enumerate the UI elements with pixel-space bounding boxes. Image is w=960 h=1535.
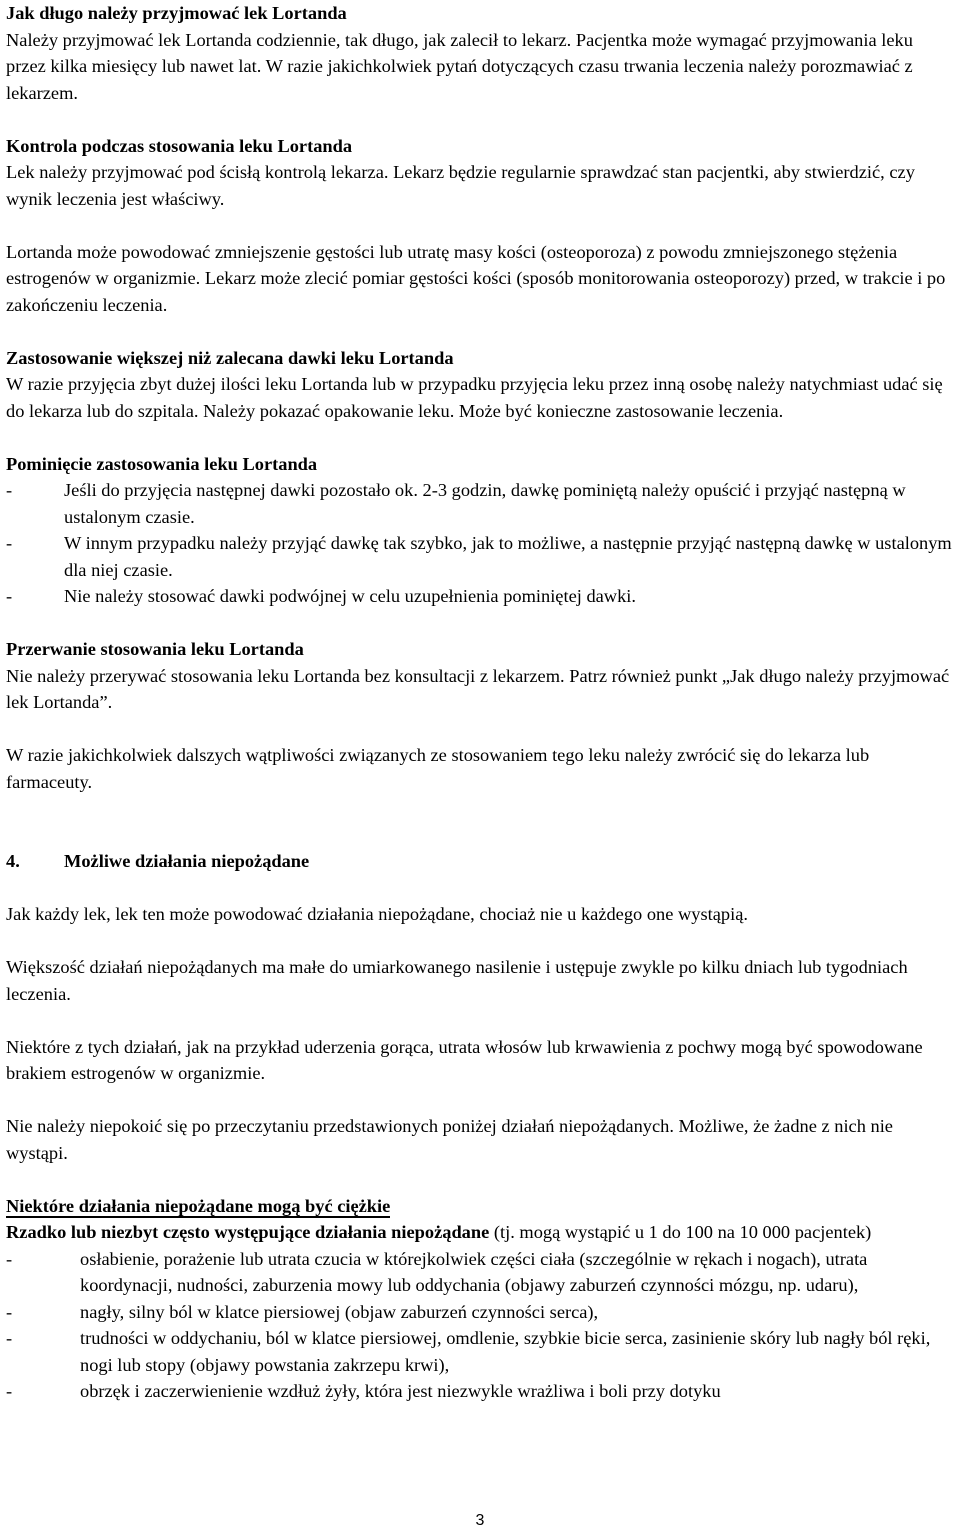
- section-title: Możliwe działania niepożądane: [64, 851, 310, 871]
- section-serious-effects: [6, 1193, 954, 1405]
- paragraph: Lek należy przyjmować pod ścisłą kontrolą lekarza. Lekarz będzie regularnie sprawdzać stan pacjentki, aby stwierdzić, czy wynik leczenia jest właściwy.: [6, 162, 915, 209]
- section-stopping: [6, 636, 954, 795]
- list-item: - trudności w oddychaniu, ból w klatce piersiowej, omdlenie, szybkie bicie serca, zasinienie skóry lub nagły ból ręki, nogi lub stopy (objawy powstania zakrzepu krwi),: [6, 1328, 931, 1375]
- list-item: - nagły, silny ból w klatce piersiowej (objaw zaburzeń czynności serca),: [6, 1301, 599, 1322]
- section-heading: [6, 848, 954, 875]
- list-item: - osłabienie, porażenie lub utrata czucia w którejkolwiek części ciała (szczególnie w rękach i nogach), utrata koordynacji, nudności, zaburzenia mowy lub oddychania (objawy zaburzeń czynności mózgu, np. udaru),: [6, 1248, 868, 1295]
- section-heading: Pominięcie zastosowania leku Lortanda: [6, 453, 318, 474]
- paragraph: W razie przyjęcia zbyt dużej ilości leku Lortanda lub w przypadku przyjęcia leku przez inną osobę należy natychmiast udać się do lekarza lub do szpitala. Należy pokazać opakowanie leku. Może być konieczne zastosowanie leczenia.: [6, 374, 943, 421]
- section-heading: Jak długo należy przyjmować lek Lortanda: [6, 3, 347, 23]
- section-number: 4.: [6, 851, 20, 871]
- section-missed-dose: [6, 451, 954, 610]
- section-monitoring: [6, 133, 954, 319]
- list-item: - W innym przypadku należy przyjąć dawkę tak szybko, jak to możliwe, a następnie przyjąć następną dawkę w ustalonym dla niej czasie.: [6, 533, 952, 580]
- section-overdose: [6, 345, 954, 425]
- section-heading: Zastosowanie większej niż zalecana dawki leku Lortanda: [6, 347, 454, 368]
- section-heading: Niektóre działania niepożądane mogą być ciężkie: [6, 1195, 391, 1216]
- document-page: [6, 0, 954, 1405]
- section-side-effects: [6, 848, 954, 1166]
- missed-dose-list: [6, 477, 954, 610]
- page-number: 3: [475, 1512, 485, 1529]
- section-duration: [6, 0, 954, 106]
- list-item: - obrzęk i zaczerwienienie wzdłuż żyły, która jest niezwykle wrażliwa i boli przy dotyku: [6, 1381, 721, 1401]
- serious-effects-list: [6, 1246, 954, 1405]
- section-heading: Przerwanie stosowania leku Lortanda: [6, 639, 304, 659]
- paragraph: Większość działań niepożądanych ma małe do umiarkowanego nasilenie i ustępuje zwykle po kilku dniach lub tygodniach leczenia.: [6, 957, 908, 1004]
- paragraph: Nie należy niepokoić się po przeczytaniu przedstawionych poniżej działań niepożądanych. Możliwe, że żadne z nich nie wystąpi.: [6, 1116, 893, 1163]
- subheading: Rzadko lub niezbyt często występujące działania niepożądane (tj. mogą wystąpić u 1 do 100 na 10 000 pacjentek): [6, 1222, 872, 1242]
- paragraph: Nie należy przerywać stosowania leku Lortanda bez konsultacji z lekarzem. Patrz również punkt „Jak długo należy przyjmować lek Lortanda”.: [6, 665, 950, 712]
- paragraph: W razie jakichkolwiek dalszych wątpliwości związanych ze stosowaniem tego leku należy zwrócić się do lekarza lub farmaceuty.: [6, 745, 870, 792]
- paragraph: Jak każdy lek, lek ten może powodować działania niepożądane, chociaż nie u każdego one wystąpią.: [6, 904, 748, 924]
- paragraph: Należy przyjmować lek Lortanda codziennie, tak długo, jak zalecił to lekarz. Pacjentka może wymagać przyjmowania leku przez kilka miesięcy lub nawet lat. W razie jakichkolwiek pytań dotyczących czasu trwania leczenia należy porozmawiać z lekarzem.: [6, 29, 913, 103]
- paragraph: Lortanda może powodować zmniejszenie gęstości lub utratę masy kości (osteoporoza) z powodu zmniejszonego stężenia estrogenów w organizmie. Lekarz może zlecić pomiar gęstości kości (sposób monitorowania osteoporozy) przed, w trakcie i po zakończeniu leczenia.: [6, 241, 946, 315]
- section-heading: Kontrola podczas stosowania leku Lortanda: [6, 135, 353, 156]
- paragraph: Niektóre z tych działań, jak na przykład uderzenia gorąca, utrata włosów lub krwawienia z pochwy mogą być spowodowane brakiem estrogenów w organizmie.: [6, 1036, 923, 1083]
- list-item: - Nie należy stosować dawki podwójnej w celu uzupełnienia pominiętej dawki.: [6, 586, 636, 606]
- list-item: - Jeśli do przyjęcia następnej dawki pozostało ok. 2-3 godzin, dawkę pominiętą należy opuścić i przyjąć następną w ustalonym czasie.: [6, 480, 906, 527]
